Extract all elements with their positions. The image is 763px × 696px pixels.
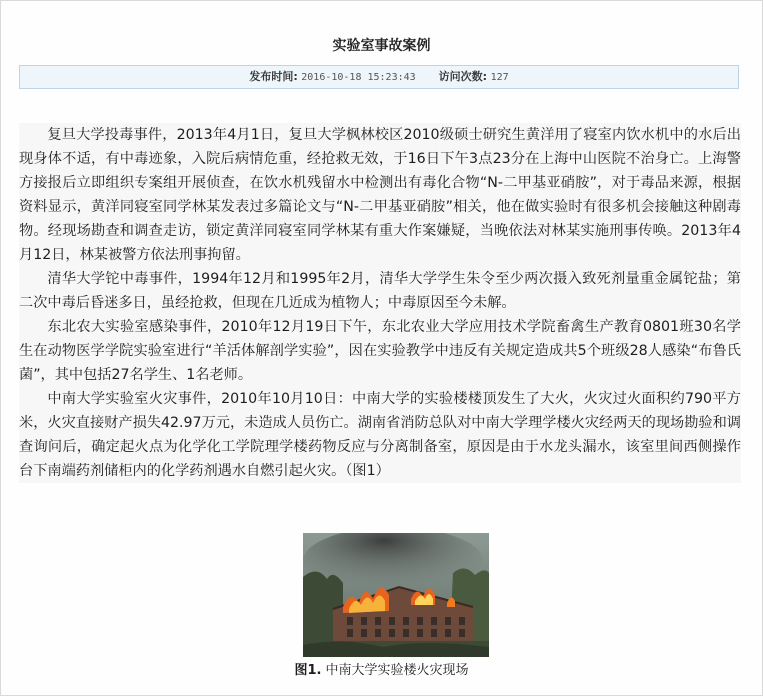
figure-caption-text: 中南大学实验楼火灾现场	[321, 663, 469, 678]
visits-label: 访问次数:	[438, 70, 488, 83]
published-label: 发布时间:	[249, 70, 298, 83]
paragraph-tsinghua: 清华大学铊中毒事件，1994年12月和1995年2月，清华大学学生朱令至少两次摄入致死剂量重金属铊盐；第二次中毒后昏迷多日，虽经抢救，但现在几近成为植物人；中毒原因至今未解。	[19, 271, 741, 311]
figure-caption	[1, 659, 762, 678]
visits-value: 127	[490, 72, 509, 83]
paragraph-neau: 东北农大实验室感染事件，2010年12月19日下午，东北农业大学应用技术学院畜禽生产教育0801班30名学生在动物医学学院实验室进行“羊活体解剖学实验”，因在实验教学中违反有关规定造成共5个班级28人感染“布鲁氏菌”，其中包括27名学生、1名老师。	[19, 319, 741, 383]
article-meta-bar	[19, 65, 739, 89]
published-value: 2016-10-18 15:23:43	[301, 72, 416, 83]
figure-caption-prefix: 图1.	[294, 663, 322, 678]
paragraph-csu: 中南大学实验室火灾事件，2010年10月10日：中南大学的实验楼楼顶发生了大火，火灾过火面积约790平方米，火灾直接财产损失42.97万元，未造成人员伤亡。湖南省消防总队对中南大学理学楼火灾经两天的现场勘验和调查询问后，确定起火点为化学化工学院理学楼药物反应与分离制备室，原因是由于水龙头漏水，该室里间西侧操作台下南端药剂储柜内的化学药剂遇水自燃引起火灾。（图1）	[19, 391, 741, 479]
page-title: 实验室事故案例	[332, 38, 431, 54]
paragraph-fudan: 复旦大学投毒事件，2013年4月1日，复旦大学枫林校区2010级硕士研究生黄洋用了寝室内饮水机中的水后出现身体不适，有中毒迹象，入院后病情危重，经抢救无效，于16日下午3点23分在上海中山医院不治身亡。上海警方接报后立即组织专案组开展侦查，在饮水机残留水中检测出有毒化合物“N-二甲基亚硝胺”，对于毒品来源，根据资料显示，黄洋同寝室同学林某发表过多篇论文与“N-二甲基亚硝胺”相关，他在做实验时有很多机会接触这种剧毒物。经现场勘查和调查走访，锁定黄洋同寝室同学林某有重大作案嫌疑，当晚依法对林某实施刑事传唤。2013年4月12日，林某被警方依法刑事拘留。	[19, 127, 741, 263]
fire-photo	[303, 533, 489, 657]
article-body	[19, 123, 741, 483]
